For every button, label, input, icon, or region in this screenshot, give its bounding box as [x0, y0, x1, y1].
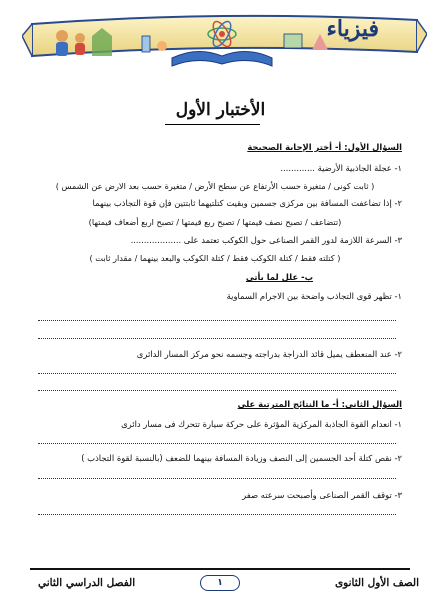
q2-item-1	[121, 419, 402, 429]
item-text: عند المنعطف يميل قائد الدراجة بدراجته وجسمه نحو مركز المسار الدائرى	[136, 349, 392, 359]
answer-line[interactable]	[38, 514, 396, 515]
item-text: نقص كتلة أحد الجسمين إلى النصف وزيادة المسافة بينهما للضعف (بالنسبة لقوة التجاذب )	[81, 453, 392, 463]
answer-line[interactable]	[38, 390, 396, 391]
page-number: ١	[200, 575, 240, 591]
q2-item-2	[81, 453, 402, 463]
header-banner	[22, 6, 427, 76]
q1-part-b-heading: ب- علل لما يأتى	[245, 272, 313, 282]
answer-line[interactable]	[38, 320, 396, 321]
q1-item-1	[280, 163, 402, 173]
q1-item-3	[131, 235, 402, 245]
answer-line[interactable]	[38, 478, 396, 479]
q1-item-3-choices: ( كتلته فقط / كتلة الكوكب فقط / كتلة الكوكب والبعد بينهما / مقدار ثابت )	[89, 253, 341, 263]
item-text: إذا تضاعفت المسافة بين مركزى جسمين وبقيت كتلتيهما ثابتتين فإن قوة التجاذب بينهما	[92, 198, 392, 208]
q1-item-2-choices: (تتضاعف / تصبح نصف قيمتها / تصبح ربع قيمتها / تصبح اربع أضعاف قيمتها)	[88, 217, 342, 227]
title-underline	[165, 124, 260, 125]
item-number: ٣-	[394, 490, 402, 500]
item-number: ٢-	[394, 453, 402, 463]
item-text: السرعة اللازمة لدور القمر الصناعى حول الكوكب تعتمد على ...................	[130, 235, 392, 245]
answer-line[interactable]	[38, 443, 396, 444]
q1-item-2	[93, 198, 402, 208]
item-number: ١-	[394, 291, 402, 301]
item-text: عجلة الجاذبية الأرضية .............	[280, 163, 392, 173]
item-number: ٣-	[394, 235, 402, 245]
q1-heading: السؤال الأول: أ- أختر الإجابة الصحيحة	[247, 142, 402, 152]
item-text: توقف القمر الصناعى وأصبحت سرعته صفر	[242, 490, 392, 500]
answer-line[interactable]	[38, 373, 396, 374]
item-number: ٢-	[394, 198, 402, 208]
item-number: ١-	[394, 419, 402, 429]
exam-title: الأختبار الأول	[175, 100, 266, 120]
q2-heading: السؤال الثانى: أ- ما النتائج المترتبة على	[237, 399, 402, 409]
q1-b-item-2	[137, 349, 402, 359]
q2-item-3	[242, 490, 402, 500]
item-number: ٢-	[394, 349, 402, 359]
footer-rule	[30, 568, 410, 570]
q1-b-item-1	[227, 291, 402, 301]
item-text: تظهر قوى التجاذب واضحة بين الاجرام السماوية	[226, 291, 392, 301]
item-text: انعدام القوة الجاذبة المركزية المؤثرة على حركة سيارة تتحرك فى مسار دائرى	[121, 419, 392, 429]
answer-line[interactable]	[38, 338, 396, 339]
subject-title: فيزياء	[326, 16, 379, 42]
footer-grade: الصف الأول الثانوى	[334, 577, 419, 589]
item-number: ١-	[394, 163, 402, 173]
footer-term: الفصل الدراسي الثاني	[38, 577, 136, 589]
q1-item-1-choices: ( ثابت كونى / متغيرة حسب الأرتفاع عن سطح الأرض / متغيرة حسب بعد الارض عن الشمس )	[55, 181, 375, 191]
